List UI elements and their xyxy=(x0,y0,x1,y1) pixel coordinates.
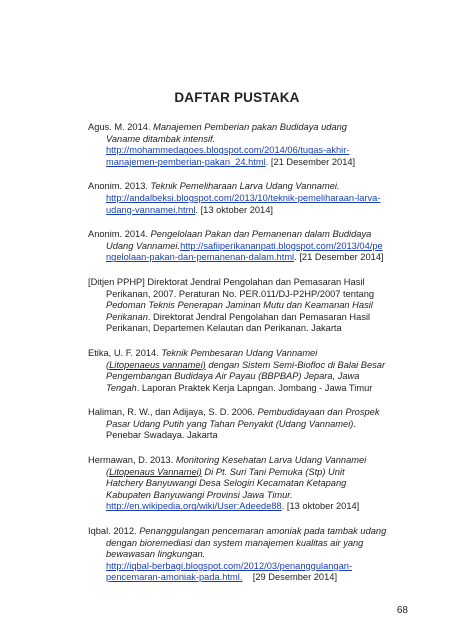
ref-title-cont: Kabupaten Banyuwangi Provinsi Jawa Timur. xyxy=(106,489,293,500)
ref-url-link[interactable]: http://andalbeksi.blogspot.com/2013/10/teknik-pemeliharaan-larva- xyxy=(106,192,381,203)
ref-access-date: [21 Desember 2014] xyxy=(299,252,384,263)
ref-url-link[interactable]: manajemen-pemberian-pakan_24.html xyxy=(106,156,266,167)
ref-title-cont: Tengah xyxy=(106,382,137,393)
reference-entry xyxy=(88,277,414,335)
ref-title-cont: Udang Vannamei. xyxy=(106,240,181,251)
ref-title-cont: Pengembangan Budidaya Air Payau (BBPBAP) Jepara, Jawa xyxy=(106,371,360,382)
ref-title: Manajemen Pemberian pakan Budidaya udang xyxy=(153,122,347,132)
ref-title: Teknik Pemeliharaan Larva Udang Vannamei. xyxy=(150,181,340,192)
ref-title-cont: Vaname ditambak intensif. xyxy=(106,133,216,144)
reference-entry xyxy=(88,526,414,584)
ref-line: [Ditjen PPHP] Direktorat Jendral Pengolahan dan Pemasaran Hasil xyxy=(88,276,365,287)
ref-title-cont: bewawasan lingkungan. xyxy=(106,549,206,560)
ref-url-link[interactable]: http://en.wikipedia.org/wiki/User:Adeede88 xyxy=(106,501,282,512)
ref-url-link[interactable]: ngelolaan-pakan-dan-pemanenan-dalam.html xyxy=(106,252,295,263)
reference-entry: Anonim. 2013. Teknik Pemeliharaan Larva Udang Vannamei. http://andalbeksi.blogspot.com/2013/10/teknik-pemeliharaan-larva- udang-vannamei.html. [13 oktober 2014] xyxy=(88,181,381,215)
ref-url-link[interactable]: http://mohammedagoes.blogspot.com/2014/06/tugas-akhir- xyxy=(106,145,350,156)
ref-title: Pedoman Teknis Penerapan Jaminan Mutu dan Keamanan Hasil xyxy=(106,300,373,311)
ref-title-cont: Perikanan xyxy=(106,311,148,322)
ref-author: Etika, U. F. 2014. xyxy=(88,347,159,358)
reference-entry xyxy=(88,348,414,394)
ref-author: Iqbal. 2012. xyxy=(88,526,137,537)
ref-title: Pengelolaan Pakan dan Pemanenan dalam Budidaya xyxy=(150,229,372,240)
ref-access-date: [21 Desember 2014] xyxy=(270,156,356,167)
bibliography-list xyxy=(88,122,414,597)
reference-entry: Hermawan, D. 2013. Monitoring Kesehatan Larva Udang Vannamei (Litopenaus Vannamei) Di Pt. Suri Tani Pemuka (Stp) Unit Hatchery Banyuwangi Desa Selogiri Kecamatan Ketapang Kabupaten Banyuwangi Provinsi Jawa Timur. http://en.wikipedia.org/wiki/User:Adeede88. [13 oktober 2014] xyxy=(88,455,414,513)
page-title: DAFTAR PUSTAKA xyxy=(174,90,300,105)
ref-title: Monitoring Kesehatan Larva Udang Vannamei xyxy=(175,455,367,466)
ref-access-date: [29 Desember 2014] xyxy=(252,572,338,583)
ref-url-link[interactable]: pencemaran-amoniak-pada.html. xyxy=(106,572,243,583)
ref-url-link[interactable]: http://safiiperikananpati.blogspot.com/2013/04/pe xyxy=(180,240,383,251)
page-number: 68 xyxy=(396,605,408,616)
ref-line: Perikanan, Departemen Kelautan dan Perikanan. Jakarta xyxy=(106,323,342,334)
ref-access-date: [13 oktober 2014] xyxy=(200,204,273,215)
ref-title-cont: dengan bioremediasi dan system manajemen kualitas air yang xyxy=(106,537,364,548)
ref-author: Hermawan, D. 2013. xyxy=(88,455,174,466)
reference-entry: Anonim. 2014. Pengelolaan Pakan dan Pemanenan dalam Budidaya Udang Vannamei.http://safiiperikananpati.blogspot.com/2013/04/pe ngelolaan-pakan-dan-pemanenan-dalam.html. [21 Desember 2014] xyxy=(88,229,384,263)
ref-url-link[interactable]: udang-vannamei.html xyxy=(106,204,196,215)
ref-title-cont: Hatchery Banyuwangi Desa Selogiri Kecamatan Ketapang xyxy=(106,478,347,489)
ref-author: Anonim. 2014. xyxy=(88,229,148,240)
ref-line: . Direktorat Jendral Pengolahan dan Pemasaran Hasil xyxy=(147,311,371,322)
ref-species-name: (Litopenaus Vannamei) xyxy=(106,466,202,477)
reference-entry: Agus. M. 2014. Manajemen Pemberian pakan Budidaya udang Vaname ditambak intensif. http://mohammedagoes.blogspot.com/2014/06/tugas-akhir- manajemen-pemberian-pakan_24.html. [21 Desember 2014] xyxy=(88,122,414,168)
ref-title-cont: Pasar Udang Putih yang Tahan Penyakit (Udang Vannamei). xyxy=(106,418,356,429)
ref-author: Haliman, R. W., dan Adijaya, S. D. 2006. xyxy=(88,407,255,418)
ref-access-date: [13 oktober 2014] xyxy=(286,501,360,512)
ref-line: Perikanan, 2007. Peraturan No. PER.011/DJ-P2HP/2007 tentang xyxy=(106,288,375,299)
ref-url-link[interactable]: http://iqbal-berbagi.blogspot.com/2012/03/penanggulangan- xyxy=(106,560,353,571)
ref-species-name: (Litopenaeus vannamei) xyxy=(106,359,206,370)
ref-line: . Laporan Praktek Kerja Lapngan. Jombang - Jawa Timur xyxy=(136,382,373,393)
ref-title-cont: Di Pt. Suri Tani Pemuka (Stp) Unit xyxy=(201,466,345,477)
ref-title: Pembudidayaan dan Prospek xyxy=(257,407,380,418)
ref-author: Anonim. 2013. xyxy=(88,181,148,192)
reference-entry xyxy=(88,407,414,442)
ref-line: Penebar Swadaya. Jakarta xyxy=(106,430,218,441)
ref-author: Agus. M. 2014. xyxy=(88,122,151,132)
ref-title-cont: dengan Sistem Semi-Biofloc di Balai Besar xyxy=(205,359,386,370)
ref-title: Teknik Pembesaran Udang Vannamei xyxy=(161,347,318,358)
ref-title: Penanggulangan pencemaran amoniak pada tambak udang xyxy=(139,526,387,537)
